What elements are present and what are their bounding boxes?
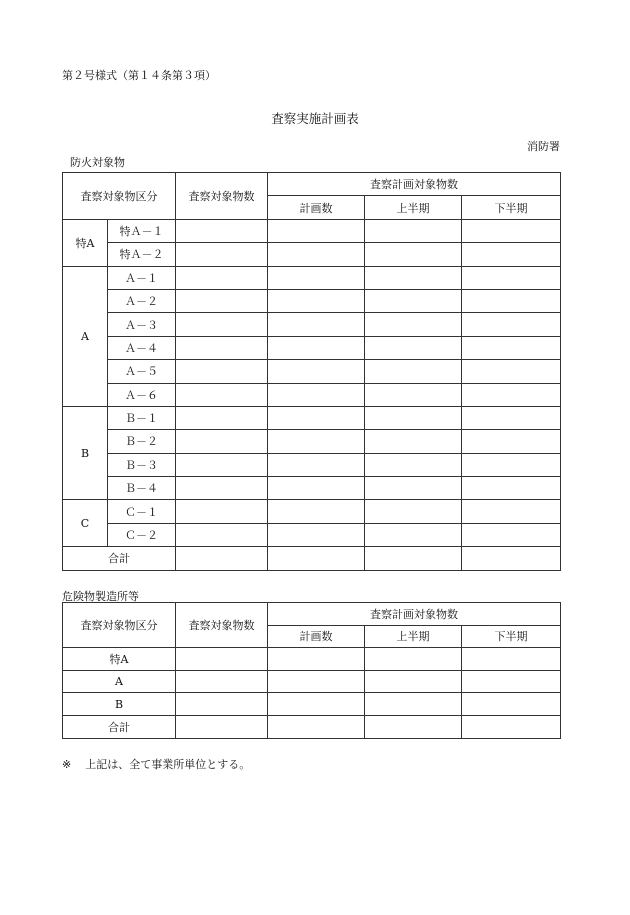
header-plan-group: 査察計画対象物数 <box>268 603 561 626</box>
header-category: 査察対象物区分 <box>63 173 176 220</box>
plan-count-cell[interactable] <box>268 693 365 716</box>
count-cell[interactable] <box>176 670 268 693</box>
count-cell[interactable] <box>176 383 268 406</box>
table-row <box>63 360 561 383</box>
count-cell[interactable] <box>176 500 268 523</box>
count-cell[interactable] <box>176 336 268 359</box>
table-row <box>63 313 561 336</box>
group-label: A <box>63 266 108 406</box>
plan-count-cell[interactable] <box>268 243 365 266</box>
group-label: C <box>63 500 108 547</box>
count-cell[interactable] <box>176 289 268 312</box>
table-row <box>63 219 561 242</box>
second-half-cell[interactable] <box>462 715 561 738</box>
count-cell[interactable] <box>176 715 268 738</box>
subcategory-label: Ａ－２ <box>108 289 176 312</box>
first-half-cell[interactable] <box>365 477 462 500</box>
first-half-cell[interactable] <box>365 523 462 546</box>
header-count: 査察対象物数 <box>176 173 268 220</box>
second-half-cell[interactable] <box>462 477 561 500</box>
subcategory-label: Ｂ－１ <box>108 406 176 429</box>
hazardous-facilities-table <box>62 602 561 739</box>
count-cell[interactable] <box>176 693 268 716</box>
first-half-cell[interactable] <box>365 313 462 336</box>
subcategory-label: Ａ－１ <box>108 266 176 289</box>
plan-count-cell[interactable] <box>268 430 365 453</box>
first-half-cell[interactable] <box>365 430 462 453</box>
subcategory-label: Ａ－６ <box>108 383 176 406</box>
category-label: A <box>63 670 176 693</box>
subcategory-label: Ａ－３ <box>108 313 176 336</box>
second-half-cell[interactable] <box>462 336 561 359</box>
second-half-cell[interactable] <box>462 313 561 336</box>
header-first-half: 上半期 <box>365 625 462 648</box>
section-label-hazardous: 危険物製造所等 <box>62 590 139 603</box>
table-row <box>63 523 561 546</box>
second-half-cell[interactable] <box>462 430 561 453</box>
subcategory-label: Ｃ－２ <box>108 523 176 546</box>
first-half-cell[interactable] <box>365 500 462 523</box>
second-half-cell[interactable] <box>462 266 561 289</box>
second-half-cell[interactable] <box>462 383 561 406</box>
table-row <box>63 289 561 312</box>
total-label: 合計 <box>63 715 176 738</box>
total-row <box>63 547 561 570</box>
plan-count-cell[interactable] <box>268 453 365 476</box>
header-first-half: 上半期 <box>365 196 462 219</box>
plan-count-cell[interactable] <box>268 500 365 523</box>
subcategory-label: Ｂ－４ <box>108 477 176 500</box>
subcategory-label: Ｂ－２ <box>108 430 176 453</box>
first-half-cell[interactable] <box>365 383 462 406</box>
count-cell[interactable] <box>176 360 268 383</box>
first-half-cell[interactable] <box>365 670 462 693</box>
footnote <box>62 756 250 772</box>
count-cell[interactable] <box>176 266 268 289</box>
second-half-cell[interactable] <box>462 693 561 716</box>
form-number: 第２号様式（第１４条第３項） <box>62 69 216 82</box>
second-half-cell[interactable] <box>462 523 561 546</box>
table-row <box>63 477 561 500</box>
total-label: 合計 <box>63 547 176 570</box>
second-half-cell[interactable] <box>462 670 561 693</box>
first-half-cell[interactable] <box>365 219 462 242</box>
plan-count-cell[interactable] <box>268 289 365 312</box>
header-second-half: 下半期 <box>462 625 561 648</box>
count-cell[interactable] <box>176 547 268 570</box>
plan-count-cell[interactable] <box>268 336 365 359</box>
group-label: 特A <box>63 219 108 266</box>
plan-count-cell[interactable] <box>268 360 365 383</box>
subcategory-label: 特Ａ－１ <box>108 219 176 242</box>
count-cell[interactable] <box>176 313 268 336</box>
first-half-cell[interactable] <box>365 266 462 289</box>
second-half-cell[interactable] <box>462 406 561 429</box>
subcategory-label: Ａ－５ <box>108 360 176 383</box>
plan-count-cell[interactable] <box>268 477 365 500</box>
second-half-cell[interactable] <box>462 547 561 570</box>
group-label: B <box>63 406 108 500</box>
header-plan-group: 査察計画対象物数 <box>268 173 561 196</box>
first-half-cell[interactable] <box>365 715 462 738</box>
table-row <box>63 430 561 453</box>
table-row <box>63 243 561 266</box>
table-row <box>63 648 561 671</box>
header-second-half: 下半期 <box>462 196 561 219</box>
subcategory-label: 特Ａ－２ <box>108 243 176 266</box>
category-label: B <box>63 693 176 716</box>
table-row <box>63 500 561 523</box>
count-cell[interactable] <box>176 406 268 429</box>
plan-count-cell[interactable] <box>268 266 365 289</box>
plan-count-cell[interactable] <box>268 670 365 693</box>
count-cell[interactable] <box>176 453 268 476</box>
table-row <box>63 453 561 476</box>
second-half-cell[interactable] <box>462 360 561 383</box>
second-half-cell[interactable] <box>462 289 561 312</box>
table-row <box>63 383 561 406</box>
subcategory-label: Ｃ－１ <box>108 500 176 523</box>
plan-count-cell[interactable] <box>268 523 365 546</box>
second-half-cell[interactable] <box>462 500 561 523</box>
first-half-cell[interactable] <box>365 243 462 266</box>
count-cell[interactable] <box>176 648 268 671</box>
plan-count-cell[interactable] <box>268 383 365 406</box>
first-half-cell[interactable] <box>365 648 462 671</box>
plan-count-cell[interactable] <box>268 715 365 738</box>
header-plan-count: 計画数 <box>268 196 365 219</box>
count-cell[interactable] <box>176 430 268 453</box>
first-half-cell[interactable] <box>365 453 462 476</box>
first-half-cell[interactable] <box>365 547 462 570</box>
plan-count-cell[interactable] <box>268 313 365 336</box>
fire-station-label: 消防署 <box>527 140 560 153</box>
first-half-cell[interactable] <box>365 289 462 312</box>
footnote-mark: ※ <box>62 758 72 771</box>
table-row <box>63 693 561 716</box>
header-plan-count: 計画数 <box>268 625 365 648</box>
first-half-cell[interactable] <box>365 336 462 359</box>
header-count: 査察対象物数 <box>176 603 268 648</box>
first-half-cell[interactable] <box>365 406 462 429</box>
header-category: 査察対象物区分 <box>63 603 176 648</box>
second-half-cell[interactable] <box>462 648 561 671</box>
category-label: 特A <box>63 648 176 671</box>
second-half-cell[interactable] <box>462 453 561 476</box>
plan-count-cell[interactable] <box>268 547 365 570</box>
table-row <box>63 406 561 429</box>
first-half-cell[interactable] <box>365 360 462 383</box>
fire-prevention-table <box>62 172 561 571</box>
count-cell[interactable] <box>176 477 268 500</box>
second-half-cell[interactable] <box>462 243 561 266</box>
plan-count-cell[interactable] <box>268 219 365 242</box>
total-row <box>63 715 561 738</box>
subcategory-label: Ａ－４ <box>108 336 176 359</box>
plan-count-cell[interactable] <box>268 406 365 429</box>
footnote-text: 上記は、全て事業所単位とする。 <box>85 758 251 771</box>
table-row <box>63 670 561 693</box>
section-label-fire-prevention: 防火対象物 <box>70 156 125 169</box>
table-row <box>63 336 561 359</box>
count-cell[interactable] <box>176 219 268 242</box>
document-title: 査察実施計画表 <box>271 111 359 126</box>
count-cell[interactable] <box>176 523 268 546</box>
count-cell[interactable] <box>176 243 268 266</box>
plan-count-cell[interactable] <box>268 648 365 671</box>
second-half-cell[interactable] <box>462 219 561 242</box>
subcategory-label: Ｂ－３ <box>108 453 176 476</box>
first-half-cell[interactable] <box>365 693 462 716</box>
table-row <box>63 266 561 289</box>
